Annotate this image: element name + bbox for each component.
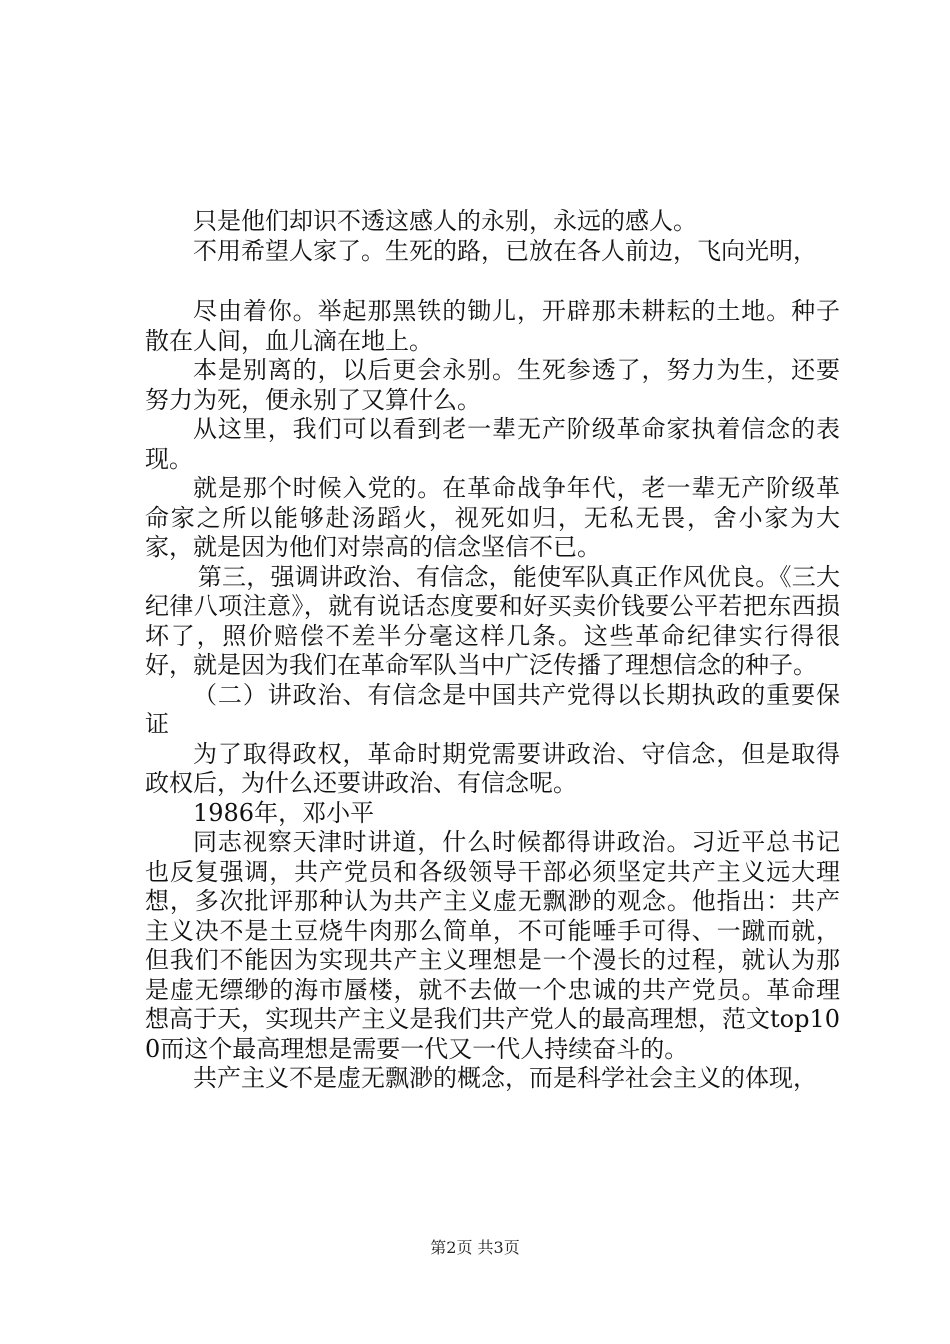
- paragraph-3: 尽由着你。举起那黑铁的锄儿，开辟那未耕耘的土地。种子散在人间，血儿滴在地上。: [145, 297, 840, 355]
- paragraph-5: 从这里，我们可以看到老一辈无产阶级革命家执着信念的表现。: [145, 415, 840, 473]
- paragraph-9: 1986年，邓小平: [193, 798, 375, 827]
- document-body: [145, 207, 840, 1094]
- paragraph-7: 第三，强调讲政治、有信念，能使军队真正作风优良。《三大纪律八项注意》，就有说话态度要和好买卖价钱要公平若把东西损坏了，照价赔偿不差半分毫这样几条。这些革命纪律实行得很好，就是因为我们在革命军队当中广泛传播了理想信念的种子。: [145, 562, 840, 679]
- paragraph-11: 共产主义不是虚无飘渺的概念，而是科学社会主义的体现，: [193, 1064, 817, 1092]
- paragraph-8: 为了取得政权，革命时期党需要讲政治、守信念，但是取得政权后，为什么还要讲政治、有信念呢。: [145, 739, 840, 797]
- paragraph-1: 只是他们却识不透这感人的永别，永远的感人。: [193, 207, 697, 235]
- paragraph-6: 就是那个时候入党的。在革命战争年代，老一辈无产阶级革命家之所以能够赴汤蹈火，视死如归，无私无畏，舍小家为大家，就是因为他们对崇高的信念坚信不已。: [145, 474, 840, 561]
- paragraph-4: 本是别离的，以后更会永别。生死参透了，努力为生，还要努力为死，便永别了又算什么。: [145, 356, 840, 414]
- section-heading: （二）讲政治、有信念是中国共产党得以长期执政的重要保证: [145, 680, 840, 738]
- paragraph-2: 不用希望人家了。生死的路，已放在各人前边，飞向光明，: [193, 236, 817, 265]
- paragraph-10: 同志视察天津时讲道，什么时候都得讲政治。习近平总书记也反复强调，共产党员和各级领导干部必须坚定共产主义远大理想，多次批评那种认为共产主义虚无飘渺的观念。他指出：共产主义决不是土豆烧牛肉那么简单，不可能唾手可得、一蹴而就，但我们不能因为实现共产主义理想是一个漫长的过程，就认为那是虚无缥缈的海市蜃楼，就不去做一个忠诚的共产党员。革命理想高于天，实现共产主义是我们共产党人的最高理想，范文top100而这个最高理想是需要一代又一代人持续奋斗的。: [145, 828, 840, 1063]
- paragraph-gap: [145, 266, 840, 297]
- page-footer: 第2页 共3页: [430, 1238, 520, 1257]
